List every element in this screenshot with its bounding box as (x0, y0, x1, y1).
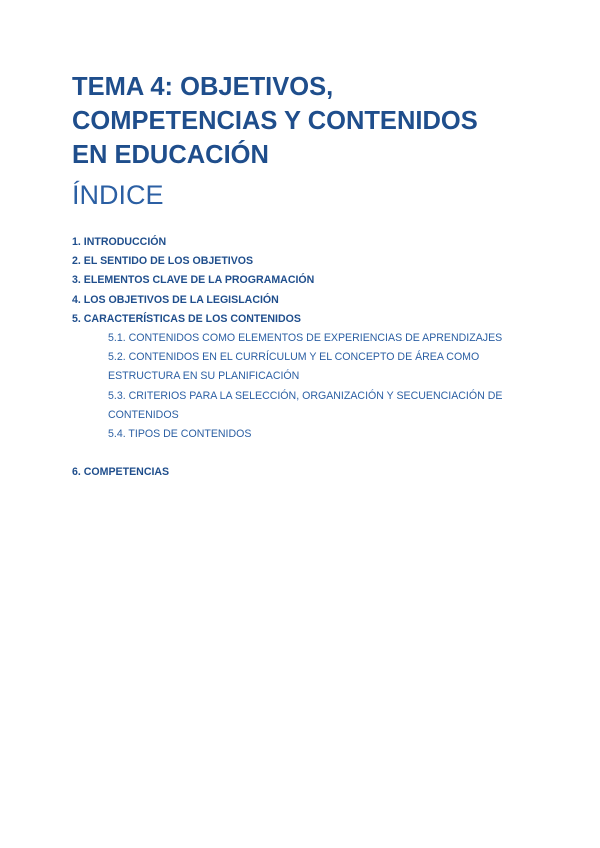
toc-item-objetivos-legislacion[interactable]: 4. LOS OBJETIVOS DE LA LEGISLACIÓN (72, 293, 279, 306)
title-line-1: TEMA 4: OBJETIVOS, (72, 73, 334, 101)
toc-item-introduccion[interactable]: 1. INTRODUCCIÓN (72, 236, 167, 248)
toc-subitem-5-1[interactable]: 5.1. CONTENIDOS COMO ELEMENTOS DE EXPERIENCIAS DE APRENDIZAJES (108, 332, 503, 345)
toc-spacer (72, 444, 542, 463)
title-line-2: COMPETENCIAS Y CONTENIDOS (72, 107, 478, 135)
toc-item-sentido-objetivos[interactable]: 2. EL SENTIDO DE LOS OBJETIVOS (72, 255, 254, 268)
toc-subitem-5-2[interactable]: 5.2. CONTENIDOS EN EL CURRÍCULUM Y EL CONCEPTO DE ÁREA COMO ESTRUCTURA EN SU PLANIFICACIÓN (108, 351, 480, 383)
toc-item-competencias[interactable]: 6. COMPETENCIAS (72, 466, 170, 479)
toc-subitem-5-4[interactable]: 5.4. TIPOS DE CONTENIDOS (108, 428, 252, 441)
toc-subitem-5-3[interactable]: 5.3. CRITERIOS PARA LA SELECCIÓN, ORGANIZACIÓN Y SECUENCIACIÓN DE CONTENIDOS (108, 389, 503, 421)
title-line-3: EN EDUCACIÓN (72, 141, 269, 169)
page-title (72, 70, 542, 172)
toc-item-elementos-clave[interactable]: 3. ELEMENTOS CLAVE DE LA PROGRAMACIÓN (72, 274, 315, 287)
index-heading: ÍNDICE (72, 180, 164, 210)
table-of-contents (72, 233, 542, 482)
toc-item-caracteristicas-contenidos[interactable]: 5. CARACTERÍSTICAS DE LOS CONTENIDOS (72, 312, 301, 325)
